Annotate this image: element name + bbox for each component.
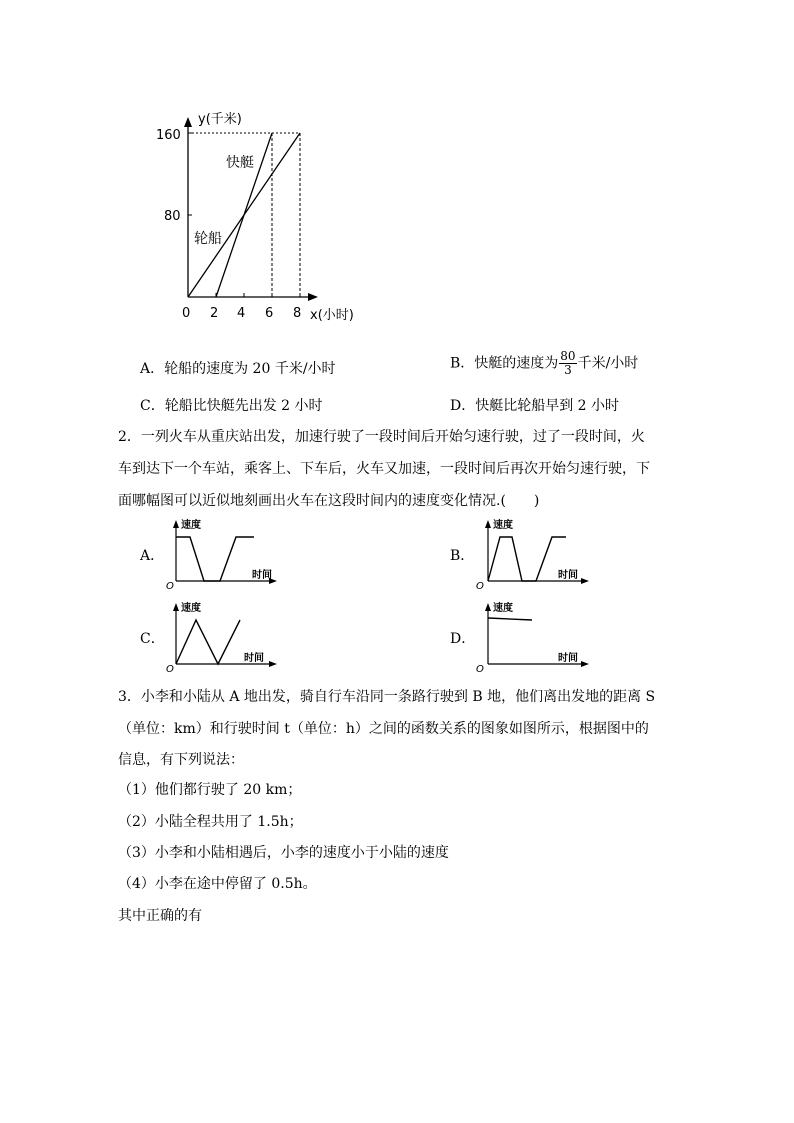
q1-option-d: D．快艇比轮船早到 2 小时 [450, 398, 620, 414]
svg-text:时间: 时间 [558, 570, 578, 581]
q3-line-2: （单位：km）和行驶时间 t（单位：h）之间的函数关系的图象如图所示，根据图中的 [118, 721, 649, 737]
y-axis-arrow [184, 117, 192, 127]
svg-text:O: O [476, 581, 484, 592]
fraction-numerator: 80 [560, 349, 576, 363]
speed-curve [488, 537, 566, 581]
svg-text:时间: 时间 [558, 653, 578, 664]
x-axis-label: x(小时) [310, 308, 354, 323]
q2-line-3: 面哪幅图可以近似地刻画出火车在这段时间内的速度变化情况.( ) [118, 493, 540, 509]
ship-label: 轮船 [194, 231, 222, 247]
q3-question: 其中正确的有 [118, 908, 202, 924]
distance-time-graph [150, 105, 380, 330]
x-tick-6: 6 [265, 306, 274, 321]
speedboat-label: 快艇 [226, 155, 254, 171]
svg-text:速度: 速度 [493, 520, 513, 531]
q1-option-c: C．轮船比快艇先出发 2 小时 [140, 398, 323, 414]
svg-text:O: O [166, 664, 174, 675]
q2-graph-b [474, 515, 594, 593]
svg-text:O: O [476, 664, 484, 675]
x-tick-0: 0 [182, 306, 191, 321]
q3-statement-2: （2）小陆全程共用了 1.5h； [118, 814, 303, 830]
svg-text:速度: 速度 [493, 603, 513, 614]
speed-curve [488, 618, 532, 620]
q1-option-b [450, 350, 638, 377]
q3-statement-3: （3）小李和小陆相遇后，小李的速度小于小陆的速度 [118, 845, 449, 861]
svg-text:时间: 时间 [244, 653, 264, 664]
y-tick-80: 80 [164, 209, 181, 224]
x-tick-8: 8 [293, 306, 302, 321]
svg-text:时间: 时间 [252, 570, 272, 581]
x-tick-4: 4 [237, 306, 246, 321]
q1-option-a: A．轮船的速度为 20 千米/小时 [140, 361, 336, 377]
fraction-80-3 [559, 350, 576, 377]
q2-option-b-label: B． [450, 548, 475, 564]
x-tick-2: 2 [210, 306, 219, 321]
q2-option-a-label: A． [140, 548, 165, 564]
svg-text:速度: 速度 [181, 520, 201, 531]
svg-text:速度: 速度 [181, 603, 201, 614]
q2-option-d-label: D． [450, 631, 476, 647]
q3-statement-1: （1）他们都行驶了 20 km； [118, 782, 302, 798]
q2-graph-c [162, 598, 282, 676]
y-tick-160: 160 [156, 128, 181, 143]
svg-text:O: O [166, 581, 174, 592]
q1-option-b-suffix: 千米/小时 [577, 355, 639, 372]
q2-graph-d [474, 598, 594, 676]
q2-option-c-label: C． [140, 631, 165, 647]
x-axis-arrow [308, 293, 318, 301]
q3-line-3: 信息，有下列说法： [118, 752, 244, 768]
q2-graph-a [162, 515, 282, 593]
q3-statement-4: （4）小李在途中停留了 0.5h。 [118, 876, 317, 892]
speed-curve [176, 620, 240, 664]
y-axis-label: y(千米) [198, 112, 242, 127]
fraction-denominator: 3 [564, 363, 572, 377]
q2-line-2: 车到达下一个车站，乘客上、下车后，火车又加速，一段时间后再次开始匀速行驶，下 [118, 461, 650, 477]
q1-option-b-prefix: B．快艇的速度为 [450, 355, 559, 372]
q2-line-1: 2．一列火车从重庆站出发，加速行驶了一段时间后开始匀速行驶，过了一段时间，火 [118, 429, 645, 445]
speed-curve [176, 537, 254, 581]
q3-line-1: 3．小李和小陆从 A 地出发，骑自行车沿同一条路行驶到 B 地，他们离出发地的距离 S [118, 689, 656, 705]
